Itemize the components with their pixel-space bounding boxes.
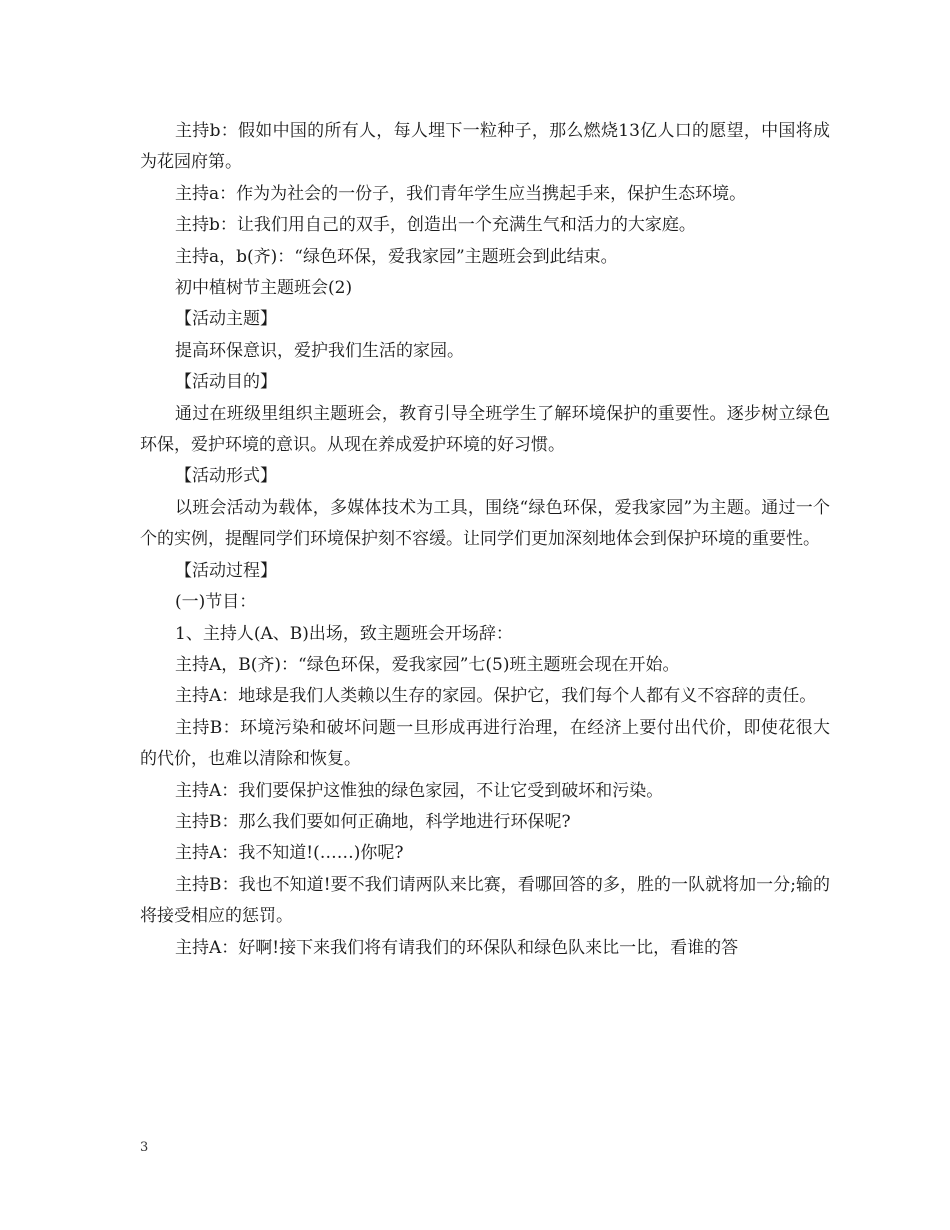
paragraph: 主持A：好啊!接下来我们将有请我们的环保队和绿色队来比一比，看谁的答 xyxy=(175,937,739,958)
paragraph: 主持B：环境污染和破坏问题一旦形成再进行治理，在经济上要付出代价，即使花很大的代价，也难以清除和恢复。 xyxy=(140,717,830,770)
section-heading: 【活动形式】 xyxy=(175,466,277,487)
paragraph: 主持b：假如中国的所有人，每人埋下一粒种子，那么燃烧13亿人口的愿望，中国将成为花园府第。 xyxy=(140,121,830,173)
paragraph: 提高环保意识，爱护我们生活的家园。 xyxy=(175,340,464,361)
section-heading: 【活动主题】 xyxy=(175,309,277,330)
paragraph: 主持a，b(齐)：“绿色环保，爱我家园”主题班会到此结束。 xyxy=(175,246,618,267)
page-number: 3 xyxy=(140,1140,149,1155)
paragraph: 主持b：让我们用自己的双手，创造出一个充满生气和活力的大家庭。 xyxy=(175,215,696,236)
paragraph: 主持A：地球是我们人类赖以生存的家园。保护它，我们每个人都有义不容辞的责任。 xyxy=(175,686,817,707)
paragraph: 主持a：作为为社会的一份子，我们青年学生应当携起手来，保护生态环境。 xyxy=(175,183,747,204)
paragraph: 以班会活动为载体，多媒体技术为工具，围绕“绿色环保，爱我家园”为主题。通过一个个的实例，提醒同学们环境保护刻不容缓。让同学们更加深刻地体会到保护环境的重要性。 xyxy=(140,497,830,550)
paragraph: 1、主持人(A、B)出场，致主题班会开场辞： xyxy=(175,623,513,644)
paragraph: 主持A：我不知道!(……)你呢? xyxy=(175,843,404,864)
section-heading: 【活动目的】 xyxy=(175,372,277,393)
paragraph: (一)节目： xyxy=(175,592,257,613)
paragraph: 主持B：我也不知道!要不我们请两队来比赛，看哪回答的多，胜的一队就将加一分;输的将接受相应的惩罚。 xyxy=(140,874,830,927)
paragraph: 主持B：那么我们要如何正确地，科学地进行环保呢? xyxy=(175,811,571,832)
document-body xyxy=(140,116,830,964)
paragraph: 通过在班级里组织主题班会，教育引导全班学生了解环境保护的重要性。逐步树立绿色环保，爱护环境的意识。从现在养成爱护环境的好习惯。 xyxy=(140,403,830,456)
paragraph: 主持A，B(齐)：“绿色环保，爱我家园”七(5)班主题班会现在开始。 xyxy=(175,654,680,675)
section-title: 初中植树节主题班会(2) xyxy=(175,278,353,299)
paragraph: 主持A：我们要保护这惟独的绿色家园，不让它受到破坏和污染。 xyxy=(175,780,664,801)
section-heading: 【活动过程】 xyxy=(175,560,277,581)
